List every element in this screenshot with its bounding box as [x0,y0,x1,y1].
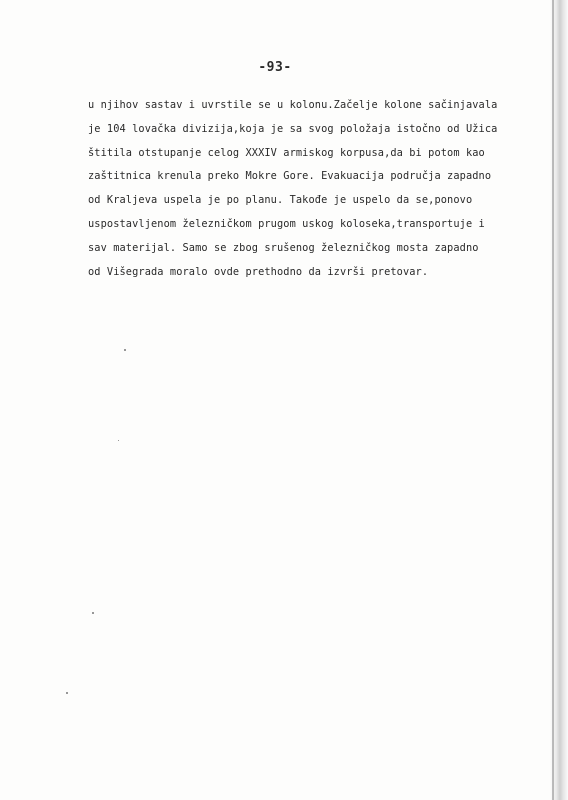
text-line: uspostavljenom železničkom prugom uskog koloseka,transportuje i [88,217,485,230]
text-line: sav materijal. Samo se zbog srušenog železničkog mosta zapadno [88,241,479,254]
paper-speck [118,440,119,441]
text-line: u njihov sastav i uvrstile se u kolonu.Začelje kolone sačinjavala [88,99,498,111]
page-number: -93- [258,60,292,75]
paper-speck [92,612,94,614]
page-edge-line [552,0,554,800]
text-line: od Višegrada moralo ovde prethodno da izvrši pretovar. [88,265,429,278]
paper-speck [66,692,68,694]
text-line: zaštitnica krenula preko Mokre Gore. Evakuacija područja zapadno [88,170,492,183]
text-line: štitila otstupanje celog XXXIV armiskog korpusa,da bi potom kao [88,146,485,159]
paper-speck [124,349,126,351]
text-line: je 104 lovačka divizija,koja je sa svog položaja istočno od Užica [88,122,498,135]
body-paragraph [88,94,533,284]
text-line: od Kraljeva uspela je po planu. Takođe je uspelo da se,ponovo [88,194,473,207]
